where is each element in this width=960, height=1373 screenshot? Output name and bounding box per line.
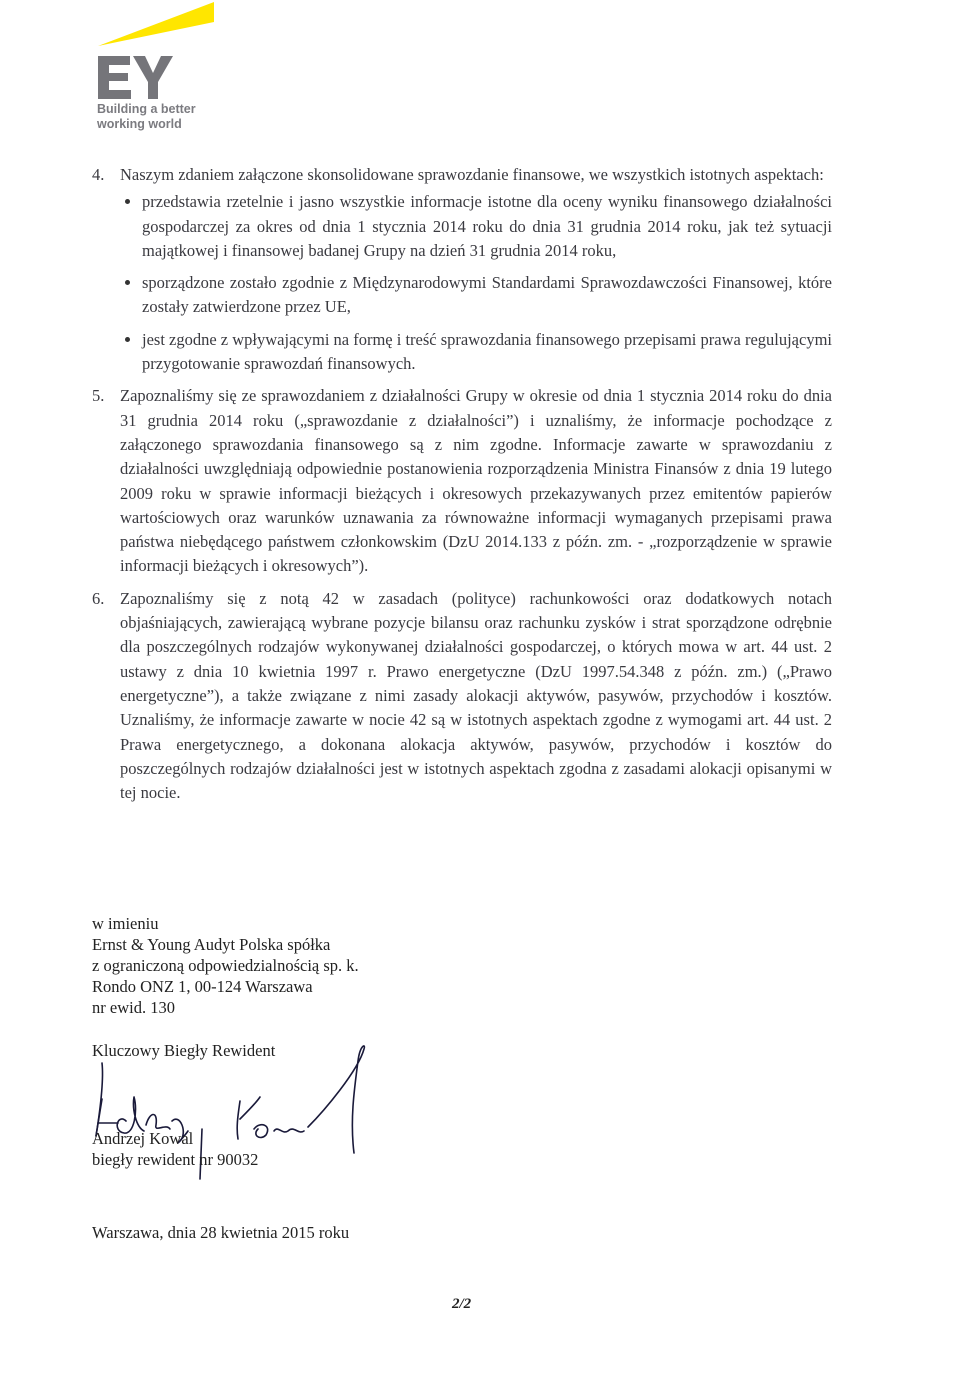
closing-line: z ograniczoną odpowiedzialnością sp. k. xyxy=(92,956,359,975)
item-6 xyxy=(92,587,832,806)
signature-title: Kluczowy Biegły Rewident xyxy=(92,1041,276,1060)
closing-line: Ernst & Young Audyt Polska spółka xyxy=(92,935,331,954)
signature-block xyxy=(92,1041,392,1171)
list-item xyxy=(120,271,832,320)
place-and-date: Warszawa, dnia 28 kwietnia 2015 roku xyxy=(92,1223,350,1242)
ey-logo-graphic xyxy=(96,2,236,102)
logo-letter-e xyxy=(98,56,131,99)
bullet-text: przedstawia rzetelnie i jasno wszystkie informacje istotne dla oceny wyniku finansowego działalności gospodarczej za okres od dnia 1 stycznia 2014 roku do dnia 31 grudnia 2014 roku, jak też sytuacji majątkowej i finansowej badanej Grupy na dzień 31 grudnia 2014 roku, xyxy=(142,192,832,260)
signatory-block xyxy=(92,913,359,1018)
item-4-bullet-list xyxy=(120,190,832,376)
bullet-text: sporządzone zostało zgodnie z Międzynarodowymi Standardami Sprawozdawczości Finansowej, które zostały zatwierdzone przez UE, xyxy=(142,273,832,317)
bullet-text: jest zgodne z wpływającymi na formę i treść sprawozdania finansowego przepisami prawa regulującymi przygotowanie sprawozdań finansowych. xyxy=(142,329,832,374)
signatory-role: biegły rewident nr 90032 xyxy=(92,1150,259,1169)
yellow-beam-icon xyxy=(98,2,214,46)
item-number: 4. xyxy=(92,165,105,184)
item-6-text: Zapoznaliśmy się z notą 42 w zasadach (polityce) rachunkowości oraz dodatkowych notach objaśniających, zawierającą wybrane pozycje bilansu oraz rachunku zysków i strat sporządzone odrębnie dla poszczególnych rodzajów wykonywanej działalności gospodarczej, o których mowa w art. 44 ust. 2 ustawy z dnia 10 kwietnia 1997 r. Prawo energetyczne (DzU 1997.54.348 z późn. zm.) („Prawo energetyczne”), a także związane z nimi zasady alokacji aktywów, pasywów, przychodów i kosztów. Uznaliśmy, że informacje zawarte w nocie 42 są w istotnych aspektach zgodne z wymogami art. 44 ust. 2 Prawa energetycznego, a dokonana alokacja aktywów, pasywów, przychodów i kosztów do poszczególnych rodzajów działalności jest w istotnych aspektach zgodna z zasadami alokacji opisanymi w tej nocie. xyxy=(120,588,832,803)
item-5-text: Zapoznaliśmy się ze sprawozdaniem z działalności Grupy w okresie od dnia 1 stycznia 2014 roku do dnia 31 grudnia 2014 roku („sprawozdanie z działalności”) i uznaliśmy, że informacje pochodzące z załączonego sprawozdania finansowego są z nim zgodne. Informacje zawarte w sprawozdaniu z działalności uwzględniają odpowiednie postanowienia rozporządzenia Ministra Finansów z dnia 19 lutego 2009 roku w sprawie informacji bieżących i okresowych przekazywanych przez emitentów papierów wartościowych oraz warunków uznawania za równoważne informacji wymaganych przepisami prawa państwa niebędącego państwem członkowskim (DzU 2014.133 z późn. zm. - „rozporządzenie w sprawie informacji bieżących i okresowych”). xyxy=(120,386,832,576)
item-number: 5. xyxy=(92,386,105,406)
item-4 xyxy=(92,163,832,376)
list-item xyxy=(120,190,832,263)
logo-letter-y xyxy=(133,56,173,99)
item-4-intro: Naszym zdaniem załączone skonsolidowane sprawozdanie finansowe, we wszystkich istotnych aspektach: xyxy=(120,165,824,184)
page-number: 2/2 xyxy=(452,1296,472,1312)
logo-tagline xyxy=(97,102,196,132)
tagline-line-2: working world xyxy=(97,117,182,131)
tagline-line-1: Building a better xyxy=(97,102,196,116)
signatory-name: Andrzej Kowal xyxy=(92,1129,194,1148)
bullet-icon xyxy=(125,337,130,342)
list-item xyxy=(120,328,832,377)
bullet-icon xyxy=(125,199,130,204)
item-5 xyxy=(92,384,832,578)
bullet-icon xyxy=(125,280,130,285)
report-body xyxy=(92,163,832,805)
closing-line: nr ewid. 130 xyxy=(92,998,175,1017)
closing-line: Rondo ONZ 1, 00-124 Warszawa xyxy=(92,977,313,996)
closing-line: w imieniu xyxy=(92,914,159,933)
item-number: 6. xyxy=(92,588,105,608)
